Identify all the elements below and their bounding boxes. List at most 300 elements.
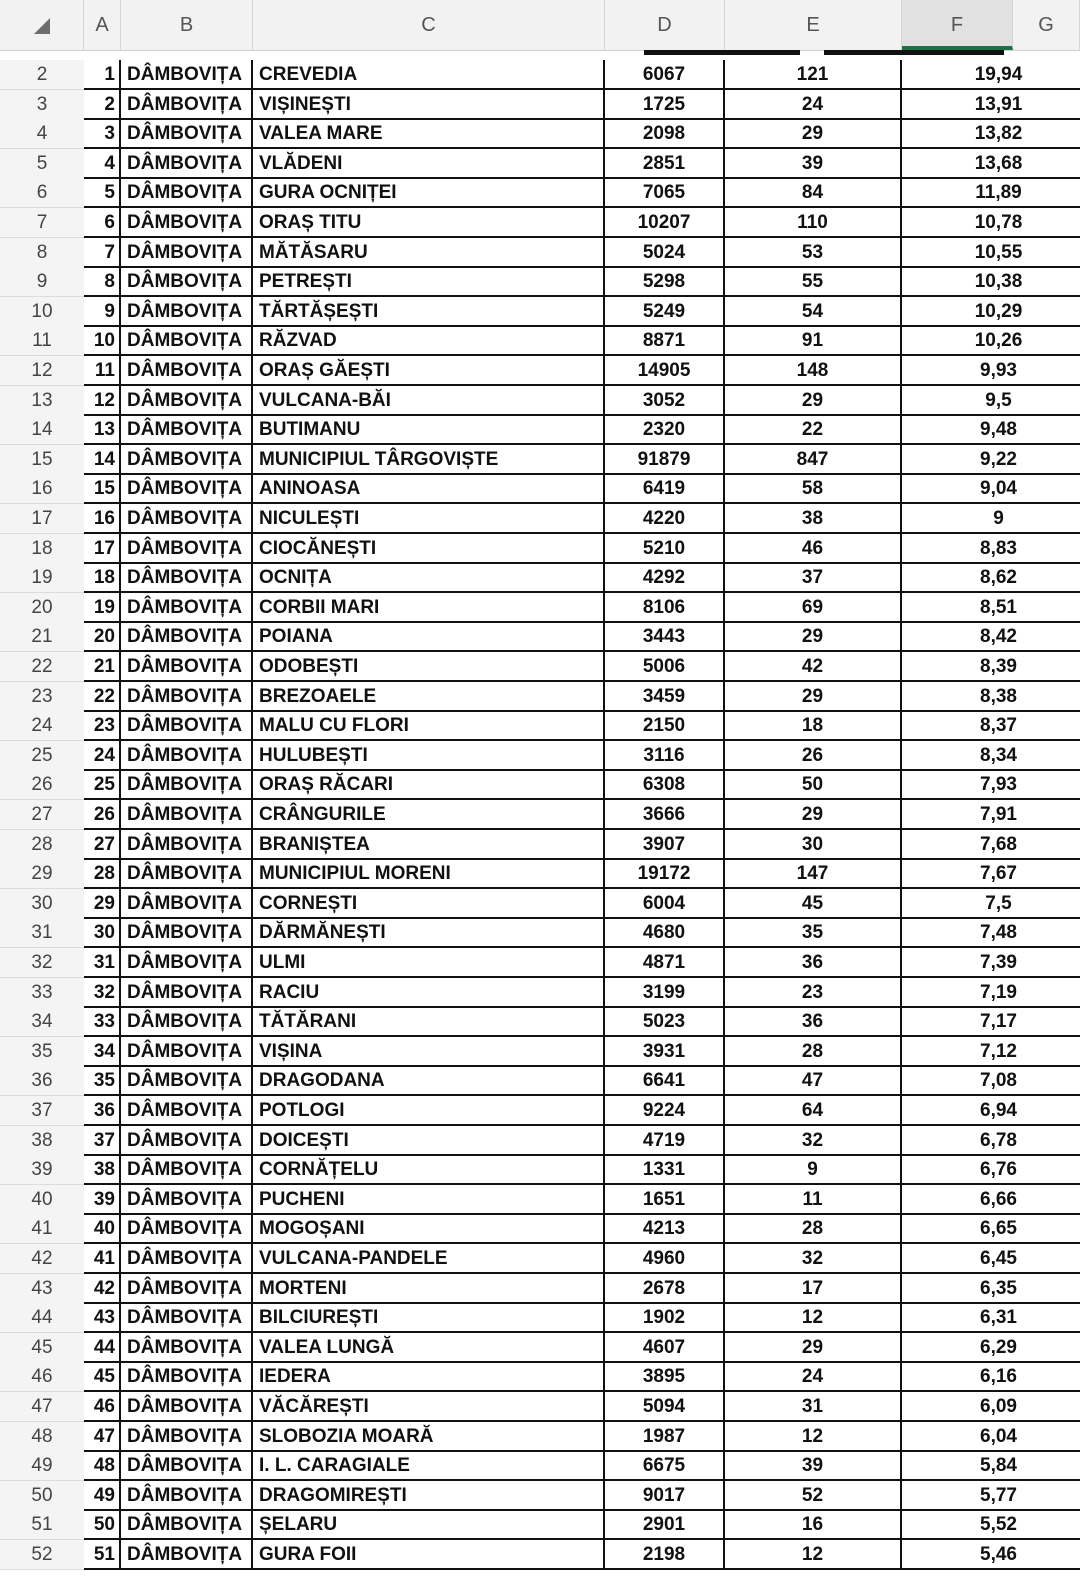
row-number[interactable]: 4 <box>0 119 84 149</box>
row-number[interactable]: 23 <box>0 682 84 712</box>
cell-index[interactable]: 2 <box>84 90 121 120</box>
cell-county[interactable]: DÂMBOVIȚA <box>121 682 253 712</box>
select-all-button[interactable] <box>0 0 84 50</box>
row-number[interactable]: 46 <box>0 1362 84 1392</box>
row-number[interactable]: 48 <box>0 1422 84 1452</box>
row-number[interactable]: 10 <box>0 297 84 327</box>
cell-rate[interactable]: 11,89 <box>902 178 1080 208</box>
cell-county[interactable]: DÂMBOVIȚA <box>121 1037 253 1067</box>
cell-locality[interactable]: MOGOȘANI <box>253 1214 605 1244</box>
row-number[interactable]: 35 <box>0 1037 84 1067</box>
cell-county[interactable]: DÂMBOVIȚA <box>121 1185 253 1215</box>
cell-locality[interactable]: VULCANA-BĂI <box>253 386 605 416</box>
cell-locality[interactable]: SLOBOZIA MOARĂ <box>253 1422 605 1452</box>
cell-rate[interactable]: 9,22 <box>902 445 1080 475</box>
row-number[interactable]: 18 <box>0 534 84 564</box>
cell-count[interactable]: 29 <box>725 682 902 712</box>
row-number[interactable]: 7 <box>0 208 84 238</box>
column-header-f[interactable]: F <box>902 0 1013 50</box>
cell-count[interactable]: 55 <box>725 267 902 297</box>
cell-count[interactable]: 69 <box>725 593 902 623</box>
cell-population[interactable]: 2198 <box>605 1540 725 1570</box>
cell-population[interactable]: 1902 <box>605 1303 725 1333</box>
cell-county[interactable]: DÂMBOVIȚA <box>121 238 253 268</box>
row-number[interactable]: 39 <box>0 1155 84 1185</box>
cell-population[interactable]: 2901 <box>605 1510 725 1540</box>
cell-county[interactable]: DÂMBOVIȚA <box>121 978 253 1008</box>
cell-rate[interactable]: 7,17 <box>902 1007 1080 1037</box>
cell-count[interactable]: 148 <box>725 356 902 386</box>
cell-rate[interactable]: 7,68 <box>902 830 1080 860</box>
cell-county[interactable]: DÂMBOVIȚA <box>121 474 253 504</box>
cell-rate[interactable]: 6,35 <box>902 1274 1080 1304</box>
cell-rate[interactable]: 10,26 <box>902 326 1080 356</box>
cell-index[interactable]: 6 <box>84 208 121 238</box>
cell-rate[interactable]: 10,55 <box>902 238 1080 268</box>
cell-index[interactable]: 7 <box>84 238 121 268</box>
cell-index[interactable]: 24 <box>84 741 121 771</box>
cell-population[interactable]: 6308 <box>605 770 725 800</box>
row-number[interactable]: 47 <box>0 1392 84 1422</box>
cell-count[interactable]: 31 <box>725 1392 902 1422</box>
column-header-c[interactable]: C <box>253 0 605 50</box>
row-number[interactable]: 36 <box>0 1066 84 1096</box>
cell-index[interactable]: 35 <box>84 1066 121 1096</box>
cell-county[interactable]: DÂMBOVIȚA <box>121 859 253 889</box>
cell-county[interactable]: DÂMBOVIȚA <box>121 119 253 149</box>
cell-rate[interactable]: 7,08 <box>902 1066 1080 1096</box>
cell-count[interactable]: 29 <box>725 622 902 652</box>
cell-count[interactable]: 29 <box>725 386 902 416</box>
cell-population[interactable]: 4719 <box>605 1126 725 1156</box>
row-number[interactable]: 3 <box>0 90 84 120</box>
row-number[interactable]: 37 <box>0 1096 84 1126</box>
cell-locality[interactable]: GURA OCNIȚEI <box>253 178 605 208</box>
cell-locality[interactable]: POTLOGI <box>253 1096 605 1126</box>
cell-index[interactable]: 9 <box>84 297 121 327</box>
cell-population[interactable]: 4960 <box>605 1244 725 1274</box>
cell-count[interactable]: 37 <box>725 563 902 593</box>
cell-population[interactable]: 9224 <box>605 1096 725 1126</box>
cell-locality[interactable]: BILCIUREȘTI <box>253 1303 605 1333</box>
cell-population[interactable]: 3895 <box>605 1362 725 1392</box>
cell-locality[interactable]: NICULEȘTI <box>253 504 605 534</box>
cell-rate[interactable]: 7,91 <box>902 800 1080 830</box>
cell-rate[interactable]: 6,16 <box>902 1362 1080 1392</box>
cell-index[interactable]: 14 <box>84 445 121 475</box>
cell-count[interactable]: 39 <box>725 149 902 179</box>
cell-population[interactable]: 5006 <box>605 652 725 682</box>
cell-index[interactable]: 45 <box>84 1362 121 1392</box>
cell-county[interactable]: DÂMBOVIȚA <box>121 800 253 830</box>
cell-county[interactable]: DÂMBOVIȚA <box>121 445 253 475</box>
cell-population[interactable]: 91879 <box>605 445 725 475</box>
row-number[interactable]: 5 <box>0 149 84 179</box>
cell-rate[interactable]: 8,39 <box>902 652 1080 682</box>
cell-population[interactable]: 5210 <box>605 534 725 564</box>
cell-county[interactable]: DÂMBOVIȚA <box>121 1422 253 1452</box>
cell-rate[interactable]: 8,42 <box>902 622 1080 652</box>
cell-index[interactable]: 38 <box>84 1155 121 1185</box>
cell-index[interactable]: 34 <box>84 1037 121 1067</box>
cell-rate[interactable]: 10,38 <box>902 267 1080 297</box>
cell-rate[interactable]: 6,04 <box>902 1422 1080 1452</box>
cell-population[interactable]: 2851 <box>605 149 725 179</box>
cell-count[interactable]: 18 <box>725 711 902 741</box>
cell-county[interactable]: DÂMBOVIȚA <box>121 326 253 356</box>
cell-county[interactable]: DÂMBOVIȚA <box>121 1214 253 1244</box>
cell-index[interactable]: 48 <box>84 1451 121 1481</box>
cell-county[interactable]: DÂMBOVIȚA <box>121 504 253 534</box>
cell-count[interactable]: 30 <box>725 830 902 860</box>
row-number[interactable]: 31 <box>0 918 84 948</box>
cell-population[interactable]: 1651 <box>605 1185 725 1215</box>
cell-locality[interactable]: HULUBEȘTI <box>253 741 605 771</box>
cell-rate[interactable]: 5,77 <box>902 1481 1080 1511</box>
cell-count[interactable]: 39 <box>725 1451 902 1481</box>
cell-index[interactable]: 31 <box>84 948 121 978</box>
cell-count[interactable]: 32 <box>725 1126 902 1156</box>
cell-index[interactable]: 28 <box>84 859 121 889</box>
cell-count[interactable]: 23 <box>725 978 902 1008</box>
cell-locality[interactable]: BUTIMANU <box>253 415 605 445</box>
cell-population[interactable]: 6419 <box>605 474 725 504</box>
cell-index[interactable]: 1 <box>84 60 121 90</box>
row-number[interactable]: 30 <box>0 889 84 919</box>
cell-count[interactable]: 50 <box>725 770 902 800</box>
cell-locality[interactable]: VĂCĂREȘTI <box>253 1392 605 1422</box>
cell-rate[interactable]: 13,91 <box>902 90 1080 120</box>
row-number[interactable]: 40 <box>0 1185 84 1215</box>
row-number[interactable]: 15 <box>0 445 84 475</box>
row-number[interactable]: 12 <box>0 356 84 386</box>
cell-index[interactable]: 11 <box>84 356 121 386</box>
row-number[interactable]: 41 <box>0 1214 84 1244</box>
cell-county[interactable]: DÂMBOVIȚA <box>121 1007 253 1037</box>
row-number[interactable]: 21 <box>0 622 84 652</box>
cell-county[interactable]: DÂMBOVIȚA <box>121 830 253 860</box>
row-number[interactable]: 43 <box>0 1274 84 1304</box>
cell-locality[interactable]: RĂZVAD <box>253 326 605 356</box>
cell-rate[interactable]: 9,04 <box>902 474 1080 504</box>
cell-locality[interactable]: CORNĂȚELU <box>253 1155 605 1185</box>
cell-population[interactable]: 3199 <box>605 978 725 1008</box>
cell-index[interactable]: 27 <box>84 830 121 860</box>
cell-rate[interactable]: 8,38 <box>902 682 1080 712</box>
cell-locality[interactable]: IEDERA <box>253 1362 605 1392</box>
cell-locality[interactable]: ODOBEȘTI <box>253 652 605 682</box>
cell-county[interactable]: DÂMBOVIȚA <box>121 1155 253 1185</box>
cell-county[interactable]: DÂMBOVIȚA <box>121 1392 253 1422</box>
cell-population[interactable]: 5024 <box>605 238 725 268</box>
cell-population[interactable]: 4680 <box>605 918 725 948</box>
column-header-e[interactable]: E <box>725 0 902 50</box>
cell-locality[interactable]: MUNICIPIUL MORENI <box>253 859 605 889</box>
cell-count[interactable]: 32 <box>725 1244 902 1274</box>
cell-index[interactable]: 33 <box>84 1007 121 1037</box>
cell-index[interactable]: 43 <box>84 1303 121 1333</box>
cell-index[interactable]: 47 <box>84 1422 121 1452</box>
cell-county[interactable]: DÂMBOVIȚA <box>121 90 253 120</box>
cell-index[interactable]: 37 <box>84 1126 121 1156</box>
cell-county[interactable]: DÂMBOVIȚA <box>121 1066 253 1096</box>
cell-index[interactable]: 30 <box>84 918 121 948</box>
cell-count[interactable]: 91 <box>725 326 902 356</box>
row-number[interactable]: 42 <box>0 1244 84 1274</box>
cell-county[interactable]: DÂMBOVIȚA <box>121 356 253 386</box>
cell-rate[interactable]: 5,52 <box>902 1510 1080 1540</box>
cell-count[interactable]: 29 <box>725 1333 902 1363</box>
cell-count[interactable]: 121 <box>725 60 902 90</box>
cell-locality[interactable]: MALU CU FLORI <box>253 711 605 741</box>
row-number[interactable]: 51 <box>0 1510 84 1540</box>
cell-index[interactable]: 26 <box>84 800 121 830</box>
cell-rate[interactable]: 9 <box>902 504 1080 534</box>
cell-locality[interactable]: I. L. CARAGIALE <box>253 1451 605 1481</box>
cell-population[interactable]: 5094 <box>605 1392 725 1422</box>
cell-count[interactable]: 24 <box>725 90 902 120</box>
cell-rate[interactable]: 7,12 <box>902 1037 1080 1067</box>
cell-rate[interactable]: 19,94 <box>902 60 1080 90</box>
cell-index[interactable]: 5 <box>84 178 121 208</box>
cell-locality[interactable]: ORAȘ RĂCARI <box>253 770 605 800</box>
cell-rate[interactable]: 10,78 <box>902 208 1080 238</box>
cell-county[interactable]: DÂMBOVIȚA <box>121 1126 253 1156</box>
cell-count[interactable]: 24 <box>725 1362 902 1392</box>
cell-population[interactable]: 5023 <box>605 1007 725 1037</box>
cell-count[interactable]: 147 <box>725 859 902 889</box>
cell-count[interactable]: 84 <box>725 178 902 208</box>
row-number[interactable]: 45 <box>0 1333 84 1363</box>
cell-locality[interactable]: VALEA LUNGĂ <box>253 1333 605 1363</box>
cell-count[interactable]: 64 <box>725 1096 902 1126</box>
row-number[interactable]: 11 <box>0 326 84 356</box>
cell-index[interactable]: 23 <box>84 711 121 741</box>
cell-locality[interactable]: VIȘINA <box>253 1037 605 1067</box>
cell-locality[interactable]: CREVEDIA <box>253 60 605 90</box>
cell-count[interactable]: 29 <box>725 800 902 830</box>
cell-county[interactable]: DÂMBOVIȚA <box>121 60 253 90</box>
row-number[interactable]: 6 <box>0 178 84 208</box>
cell-population[interactable]: 9017 <box>605 1481 725 1511</box>
cell-population[interactable]: 8106 <box>605 593 725 623</box>
cell-county[interactable]: DÂMBOVIȚA <box>121 386 253 416</box>
cell-rate[interactable]: 7,48 <box>902 918 1080 948</box>
row-number[interactable]: 44 <box>0 1303 84 1333</box>
cell-county[interactable]: DÂMBOVIȚA <box>121 1510 253 1540</box>
cell-index[interactable]: 8 <box>84 267 121 297</box>
cell-population[interactable]: 4220 <box>605 504 725 534</box>
row-number[interactable]: 24 <box>0 711 84 741</box>
cell-county[interactable]: DÂMBOVIȚA <box>121 622 253 652</box>
cell-locality[interactable]: VALEA MARE <box>253 119 605 149</box>
cell-population[interactable]: 8871 <box>605 326 725 356</box>
cell-locality[interactable]: VULCANA-PANDELE <box>253 1244 605 1274</box>
row-number[interactable]: 17 <box>0 504 84 534</box>
cell-locality[interactable]: CORBII MARI <box>253 593 605 623</box>
cell-population[interactable]: 6004 <box>605 889 725 919</box>
cell-rate[interactable]: 6,31 <box>902 1303 1080 1333</box>
cell-population[interactable]: 4871 <box>605 948 725 978</box>
cell-index[interactable]: 3 <box>84 119 121 149</box>
cell-rate[interactable]: 6,78 <box>902 1126 1080 1156</box>
cell-rate[interactable]: 10,29 <box>902 297 1080 327</box>
cell-count[interactable]: 12 <box>725 1303 902 1333</box>
cell-count[interactable]: 12 <box>725 1422 902 1452</box>
cell-index[interactable]: 25 <box>84 770 121 800</box>
cell-index[interactable]: 16 <box>84 504 121 534</box>
cell-rate[interactable]: 6,09 <box>902 1392 1080 1422</box>
cell-population[interactable]: 6067 <box>605 60 725 90</box>
cell-locality[interactable]: RACIU <box>253 978 605 1008</box>
cell-index[interactable]: 44 <box>84 1333 121 1363</box>
cell-rate[interactable]: 7,93 <box>902 770 1080 800</box>
cell-count[interactable]: 9 <box>725 1155 902 1185</box>
cell-rate[interactable]: 8,37 <box>902 711 1080 741</box>
row-number[interactable]: 2 <box>0 60 84 90</box>
cell-count[interactable]: 38 <box>725 504 902 534</box>
cell-locality[interactable]: DRAGOMIREȘTI <box>253 1481 605 1511</box>
cell-rate[interactable]: 7,19 <box>902 978 1080 1008</box>
cell-locality[interactable]: OCNIȚA <box>253 563 605 593</box>
cell-count[interactable]: 16 <box>725 1510 902 1540</box>
row-number[interactable]: 25 <box>0 741 84 771</box>
cell-population[interactable]: 3931 <box>605 1037 725 1067</box>
cell-locality[interactable]: MUNICIPIUL TÂRGOVIȘTE <box>253 445 605 475</box>
cell-rate[interactable]: 8,51 <box>902 593 1080 623</box>
cell-locality[interactable]: VLĂDENI <box>253 149 605 179</box>
cell-count[interactable]: 28 <box>725 1037 902 1067</box>
cell-count[interactable]: 110 <box>725 208 902 238</box>
cell-county[interactable]: DÂMBOVIȚA <box>121 149 253 179</box>
cell-rate[interactable]: 6,29 <box>902 1333 1080 1363</box>
cell-population[interactable]: 2320 <box>605 415 725 445</box>
row-number[interactable]: 34 <box>0 1007 84 1037</box>
cell-county[interactable]: DÂMBOVIȚA <box>121 563 253 593</box>
cell-count[interactable]: 58 <box>725 474 902 504</box>
row-number[interactable]: 16 <box>0 474 84 504</box>
cell-locality[interactable]: DRAGODANA <box>253 1066 605 1096</box>
cell-rate[interactable]: 9,48 <box>902 415 1080 445</box>
cell-index[interactable]: 10 <box>84 326 121 356</box>
cell-index[interactable]: 42 <box>84 1274 121 1304</box>
cell-count[interactable]: 46 <box>725 534 902 564</box>
cell-population[interactable]: 6641 <box>605 1066 725 1096</box>
cell-county[interactable]: DÂMBOVIȚA <box>121 1481 253 1511</box>
row-number[interactable]: 32 <box>0 948 84 978</box>
cell-population[interactable]: 3443 <box>605 622 725 652</box>
row-number[interactable]: 19 <box>0 563 84 593</box>
cell-rate[interactable]: 6,45 <box>902 1244 1080 1274</box>
cell-population[interactable]: 5249 <box>605 297 725 327</box>
cell-rate[interactable]: 6,76 <box>902 1155 1080 1185</box>
cell-index[interactable]: 51 <box>84 1540 121 1570</box>
cell-rate[interactable]: 5,46 <box>902 1540 1080 1570</box>
cell-population[interactable]: 4607 <box>605 1333 725 1363</box>
cell-rate[interactable]: 8,83 <box>902 534 1080 564</box>
cell-index[interactable]: 17 <box>84 534 121 564</box>
cell-population[interactable]: 6675 <box>605 1451 725 1481</box>
cell-locality[interactable]: ANINOASA <box>253 474 605 504</box>
row-number[interactable]: 13 <box>0 386 84 416</box>
cell-county[interactable]: DÂMBOVIȚA <box>121 1096 253 1126</box>
cell-locality[interactable]: TĂTĂRANI <box>253 1007 605 1037</box>
column-header-b[interactable]: B <box>121 0 253 50</box>
cell-county[interactable]: DÂMBOVIȚA <box>121 1540 253 1570</box>
cell-population[interactable]: 7065 <box>605 178 725 208</box>
cell-locality[interactable]: PETREȘTI <box>253 267 605 297</box>
cell-locality[interactable]: MORTENI <box>253 1274 605 1304</box>
cell-index[interactable]: 12 <box>84 386 121 416</box>
cell-population[interactable]: 2678 <box>605 1274 725 1304</box>
cell-index[interactable]: 18 <box>84 563 121 593</box>
cell-locality[interactable]: ORAȘ GĂEȘTI <box>253 356 605 386</box>
cell-population[interactable]: 4213 <box>605 1214 725 1244</box>
cell-population[interactable]: 4292 <box>605 563 725 593</box>
cell-county[interactable]: DÂMBOVIȚA <box>121 1362 253 1392</box>
cell-locality[interactable]: VIȘINEȘTI <box>253 90 605 120</box>
cell-count[interactable]: 52 <box>725 1481 902 1511</box>
cell-county[interactable]: DÂMBOVIȚA <box>121 711 253 741</box>
cell-county[interactable]: DÂMBOVIȚA <box>121 770 253 800</box>
row-number[interactable]: 49 <box>0 1451 84 1481</box>
cell-locality[interactable]: ȘELARU <box>253 1510 605 1540</box>
cell-county[interactable]: DÂMBOVIȚA <box>121 918 253 948</box>
cell-rate[interactable]: 6,66 <box>902 1185 1080 1215</box>
cell-locality[interactable]: ORAȘ TITU <box>253 208 605 238</box>
row-number[interactable]: 9 <box>0 267 84 297</box>
cell-rate[interactable]: 8,34 <box>902 741 1080 771</box>
cell-county[interactable]: DÂMBOVIȚA <box>121 534 253 564</box>
cell-rate[interactable]: 9,93 <box>902 356 1080 386</box>
cell-rate[interactable]: 7,39 <box>902 948 1080 978</box>
cell-population[interactable]: 3666 <box>605 800 725 830</box>
cell-county[interactable]: DÂMBOVIȚA <box>121 178 253 208</box>
cell-count[interactable]: 11 <box>725 1185 902 1215</box>
cell-rate[interactable]: 6,65 <box>902 1214 1080 1244</box>
row-number[interactable]: 52 <box>0 1540 84 1570</box>
cell-locality[interactable]: TĂRTĂȘEȘTI <box>253 297 605 327</box>
cell-population[interactable]: 5298 <box>605 267 725 297</box>
cell-count[interactable]: 17 <box>725 1274 902 1304</box>
cell-population[interactable]: 19172 <box>605 859 725 889</box>
cell-county[interactable]: DÂMBOVIȚA <box>121 1244 253 1274</box>
cell-index[interactable]: 20 <box>84 622 121 652</box>
row-number[interactable]: 20 <box>0 593 84 623</box>
cell-population[interactable]: 1331 <box>605 1155 725 1185</box>
cell-locality[interactable]: PUCHENI <box>253 1185 605 1215</box>
cell-locality[interactable]: MĂTĂSARU <box>253 238 605 268</box>
cell-county[interactable]: DÂMBOVIȚA <box>121 593 253 623</box>
row-number[interactable]: 33 <box>0 978 84 1008</box>
cell-locality[interactable]: POIANA <box>253 622 605 652</box>
cell-rate[interactable]: 7,5 <box>902 889 1080 919</box>
cell-population[interactable]: 3116 <box>605 741 725 771</box>
cell-county[interactable]: DÂMBOVIȚA <box>121 948 253 978</box>
cell-count[interactable]: 53 <box>725 238 902 268</box>
cell-count[interactable]: 12 <box>725 1540 902 1570</box>
cell-index[interactable]: 19 <box>84 593 121 623</box>
cell-count[interactable]: 29 <box>725 119 902 149</box>
cell-index[interactable]: 46 <box>84 1392 121 1422</box>
cell-index[interactable]: 49 <box>84 1481 121 1511</box>
cell-index[interactable]: 4 <box>84 149 121 179</box>
cell-index[interactable]: 50 <box>84 1510 121 1540</box>
cell-count[interactable]: 26 <box>725 741 902 771</box>
cell-county[interactable]: DÂMBOVIȚA <box>121 741 253 771</box>
cell-rate[interactable]: 6,94 <box>902 1096 1080 1126</box>
cell-index[interactable]: 41 <box>84 1244 121 1274</box>
